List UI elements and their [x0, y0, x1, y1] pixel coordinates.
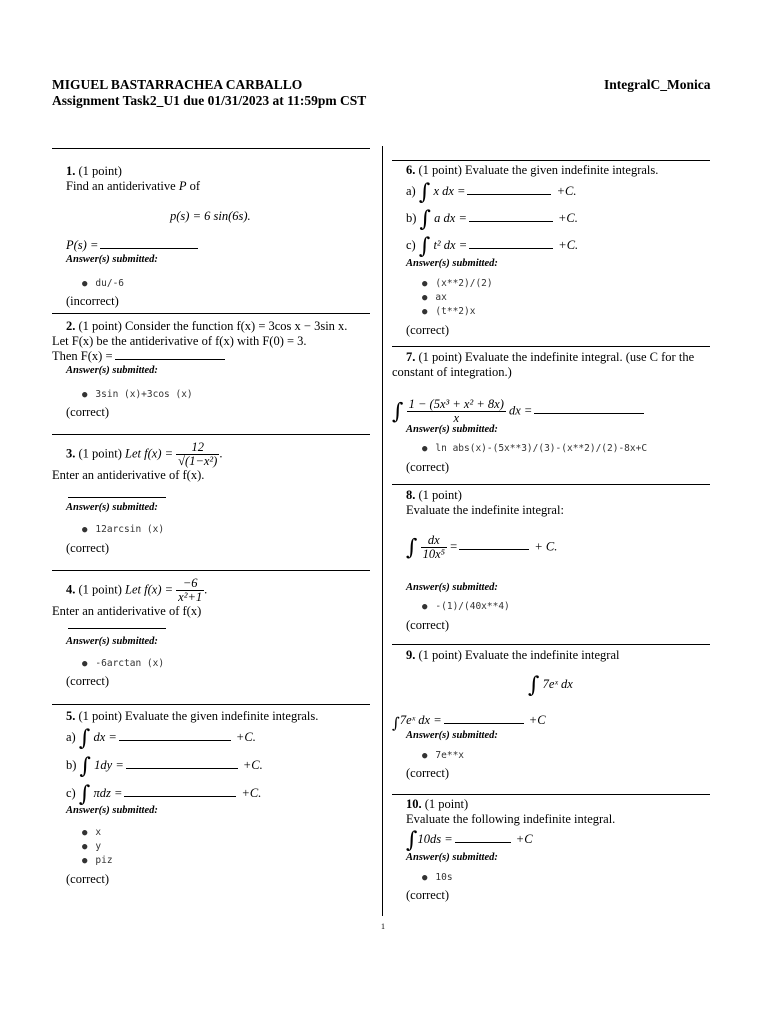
answer-status: (correct) — [66, 405, 110, 419]
problem-number: 6. — [406, 163, 416, 177]
bullet-icon: ● — [422, 751, 428, 761]
equals: = — [450, 539, 458, 554]
bullet-icon: ● — [82, 390, 88, 400]
submitted-answer: x — [95, 827, 102, 838]
integral-icon: ∫ — [419, 207, 432, 232]
assignment-title: Assignment Task2_U1 due 01/31/2023 at 11:59pm CST — [52, 93, 367, 108]
submitted-answer: ax — [435, 292, 447, 303]
answers-label: Answer(s) submitted: — [66, 254, 158, 265]
answer-blank-c[interactable] — [124, 795, 236, 797]
part-b-expr: a dx = — [434, 211, 467, 225]
problem-formula: p(s) = 6 sin(6s). — [170, 209, 251, 223]
problem-8 — [392, 484, 710, 644]
part-c-expr: t² dx = — [433, 238, 468, 252]
submitted-answer: (t**2)x — [435, 306, 476, 317]
submitted-answer: du/-6 — [95, 278, 125, 289]
problem-points: (1 point) — [418, 648, 462, 662]
problem-text: Evaluate the following indefinite integral. — [406, 812, 616, 826]
answer-blank[interactable] — [115, 358, 225, 360]
bullet-icon: ● — [82, 525, 88, 535]
submitted-answer: piz — [95, 855, 113, 866]
problem-number: 10. — [406, 797, 422, 811]
fraction: $\frac{12}{\text{√(1−x²)}}$ — [178, 440, 218, 468]
page-number: 1 — [381, 922, 385, 931]
problem-text: Let f(x) = — [125, 582, 174, 597]
plus-c: + C. — [534, 539, 558, 554]
problem-text: Evaluate the indefinite integral. (use C for the — [465, 350, 695, 364]
bullet-icon: ● — [422, 307, 428, 317]
integral-tail: dx = — [509, 403, 533, 418]
problem-formula: 7eˣ dx — [542, 677, 573, 691]
part-b-label: b) — [66, 758, 77, 772]
problem-number: 5. — [66, 709, 76, 723]
answer-blank-b[interactable] — [469, 220, 553, 222]
part-c-label: c) — [406, 238, 416, 252]
problem-number: 4. — [66, 582, 76, 597]
problem-2 — [52, 313, 370, 434]
answer-status: (correct) — [66, 872, 110, 886]
part-b-expr: 1dy = — [94, 758, 124, 772]
problem-number: 9. — [406, 648, 416, 662]
problem-7 — [392, 346, 710, 484]
problem-text-2: Enter an antiderivative of f(x). — [52, 468, 205, 482]
fraction: $\frac{dx}{\text{10x⁵}}$ — [422, 533, 445, 561]
integral-icon: ∫ — [528, 673, 540, 698]
problem-4: 4. (1 point) Let f(x) = $\frac{-6}{\text{x²+1}}$ . Enter an antiderivative of f(x) Answer(s) submitted: ● -6arctan (x) (correct) — [52, 570, 370, 704]
integral-lhs: 7eˣ dx = — [399, 713, 442, 727]
bullet-icon: ● — [422, 873, 428, 883]
integral-icon: ∫ — [79, 754, 92, 779]
answer-status: (correct) — [66, 674, 110, 688]
answer-status: (correct) — [406, 460, 450, 474]
problem-points: (1 point) — [78, 709, 122, 723]
answers-label: Answer(s) submitted: — [406, 582, 498, 593]
problem-points: (1 point) — [78, 164, 122, 178]
part-a-expr: x dx = — [433, 184, 466, 198]
plus-c: +C — [528, 713, 546, 727]
answers-label: Answer(s) submitted: — [406, 852, 498, 863]
problem-text: Evaluate the given indefinite integrals. — [125, 709, 319, 723]
integral-icon: ∫ — [78, 726, 91, 751]
submitted-answer: y — [95, 841, 102, 852]
submitted-answer: -6arctan (x) — [95, 658, 165, 669]
submitted-answer: 10s — [435, 872, 453, 883]
bullet-icon: ● — [82, 842, 88, 852]
submitted-answer: -(1)/(40x**4) — [435, 601, 510, 612]
plus-c: +C. — [242, 758, 263, 772]
submitted-answer: (x**2)/(2) — [435, 278, 493, 289]
answer-blank-a[interactable] — [119, 739, 231, 741]
problem-points: (1 point) — [424, 797, 469, 811]
problem-points: (1 point) — [78, 582, 122, 597]
bullet-icon: ● — [422, 444, 428, 454]
submitted-answer: 7e**x — [435, 750, 465, 761]
problem-text: Let f(x) = — [125, 446, 174, 461]
bullet-icon: ● — [82, 279, 88, 289]
plus-c: +C. — [241, 786, 262, 800]
plus-c: +C. — [556, 184, 577, 198]
problem-points: (1 point) — [78, 319, 122, 333]
problem-6 — [392, 160, 710, 346]
part-a-label: a) — [66, 730, 76, 744]
answer-prompt: Then F(x) = — [52, 349, 113, 363]
problem-of: of — [189, 179, 201, 193]
submitted-answer: 12arcsin (x) — [95, 524, 165, 535]
answer-blank[interactable] — [459, 548, 529, 550]
column-divider — [382, 146, 383, 916]
answer-status: (correct) — [406, 618, 450, 632]
problem-5 — [52, 704, 370, 894]
answer-blank[interactable] — [68, 496, 166, 498]
integral-icon: ∫ — [418, 234, 431, 259]
part-a-expr: dx = — [93, 730, 117, 744]
problem-number: 8. — [406, 488, 416, 502]
bullet-icon: ● — [82, 659, 88, 669]
plus-c: +C. — [235, 730, 256, 744]
problem-text: Find an antiderivative — [66, 179, 176, 193]
problem-10 — [392, 794, 710, 914]
course-name: IntegralC_Monica — [604, 77, 711, 92]
answer-prompt: P(s) = — [66, 238, 99, 252]
part-a-label: a) — [406, 184, 416, 198]
problem-9 — [392, 644, 710, 794]
integral-icon: ∫ — [418, 180, 431, 205]
bullet-icon: ● — [82, 828, 88, 838]
answers-label: Answer(s) submitted: — [406, 730, 498, 741]
answer-status: (incorrect) — [66, 294, 119, 308]
problem-text-2: constant of integration.) — [392, 365, 512, 379]
right-column — [392, 160, 710, 914]
answer-status: (correct) — [66, 541, 110, 555]
left-column — [52, 148, 370, 894]
answer-blank[interactable] — [534, 412, 644, 414]
problem-text-2: Let F(x) be the antiderivative of f(x) with F(0) = 3. — [52, 334, 307, 348]
problem-number: 3. — [66, 446, 76, 461]
problem-3: 3. (1 point) Let f(x) = $\frac{12}{\text{√(1−x²)}}$ . Enter an antiderivative of f(x). Answer(s) submitted: ● 12arcsin (x) (correct) — [52, 434, 370, 570]
plus-c: +C. — [558, 211, 578, 225]
answer-blank[interactable] — [455, 841, 511, 843]
bullet-icon: ● — [422, 602, 428, 612]
integral-expr: 10ds = — [417, 832, 453, 846]
answer-blank-b[interactable] — [126, 767, 238, 769]
integral-icon: ∫ — [406, 828, 418, 853]
submitted-answer: 3sin (x)+3cos (x) — [95, 389, 193, 400]
answer-blank[interactable] — [68, 627, 166, 629]
answer-status: (correct) — [406, 766, 450, 780]
answer-status: (correct) — [406, 323, 450, 337]
integral-icon: ∫ — [406, 535, 418, 561]
problem-points: (1 point) — [418, 350, 462, 364]
problem-text: Evaluate the indefinite integral — [465, 648, 620, 662]
integral-icon: ∫ — [392, 714, 400, 732]
part-c-expr: πdz = — [93, 786, 123, 800]
answers-label: Answer(s) submitted: — [406, 424, 498, 435]
answers-label: Answer(s) submitted: — [66, 365, 158, 376]
problem-text: Consider the function f(x) = 3cos x − 3sin x. — [125, 319, 348, 333]
problem-number: 2. — [66, 319, 76, 333]
bullet-icon: ● — [422, 279, 428, 289]
problem-number: 7. — [406, 350, 416, 364]
integral-icon: ∫ — [78, 782, 91, 807]
bullet-icon: ● — [422, 293, 428, 303]
problem-text: Evaluate the indefinite integral: — [406, 503, 564, 517]
answers-label: Answer(s) submitted: — [66, 636, 158, 647]
problem-var: P — [178, 179, 187, 193]
answer-blank-c[interactable] — [469, 247, 553, 249]
problem-text-2: Enter an antiderivative of f(x) — [52, 604, 202, 618]
answer-blank[interactable] — [100, 247, 198, 249]
answers-label: Answer(s) submitted: — [66, 502, 158, 513]
fraction: $\frac{-6}{\text{x²+1}}$ — [178, 576, 203, 604]
fraction: $\frac{\text{1 − (5x³ + x² + 8x)}}{x}$ — [408, 397, 504, 425]
problem-points: (1 point) — [78, 446, 122, 461]
problem-points: (1 point) — [418, 163, 462, 177]
plus-c: +C. — [558, 238, 579, 252]
part-b-label: b) — [406, 211, 417, 225]
plus-c: +C — [515, 832, 533, 846]
integral-icon: ∫ — [392, 399, 404, 425]
problem-text: Evaluate the given indefinite integrals. — [465, 163, 659, 177]
answer-blank-a[interactable] — [467, 193, 551, 195]
answers-label: Answer(s) submitted: — [66, 805, 158, 816]
problem-number: 1. — [66, 164, 76, 178]
answers-label: Answer(s) submitted: — [406, 258, 498, 269]
bullet-icon: ● — [82, 856, 88, 866]
answer-status: (correct) — [406, 888, 450, 902]
submitted-answer: ln abs(x)-(5x**3)/(3)-(x**2)/(2)-8x+C — [435, 443, 648, 454]
part-c-label: c) — [66, 786, 76, 800]
problem-points: (1 point) — [418, 488, 462, 502]
answer-blank[interactable] — [444, 722, 524, 724]
problem-1 — [52, 148, 370, 313]
student-name: MIGUEL BASTARRACHEA CARBALLO — [52, 77, 303, 92]
